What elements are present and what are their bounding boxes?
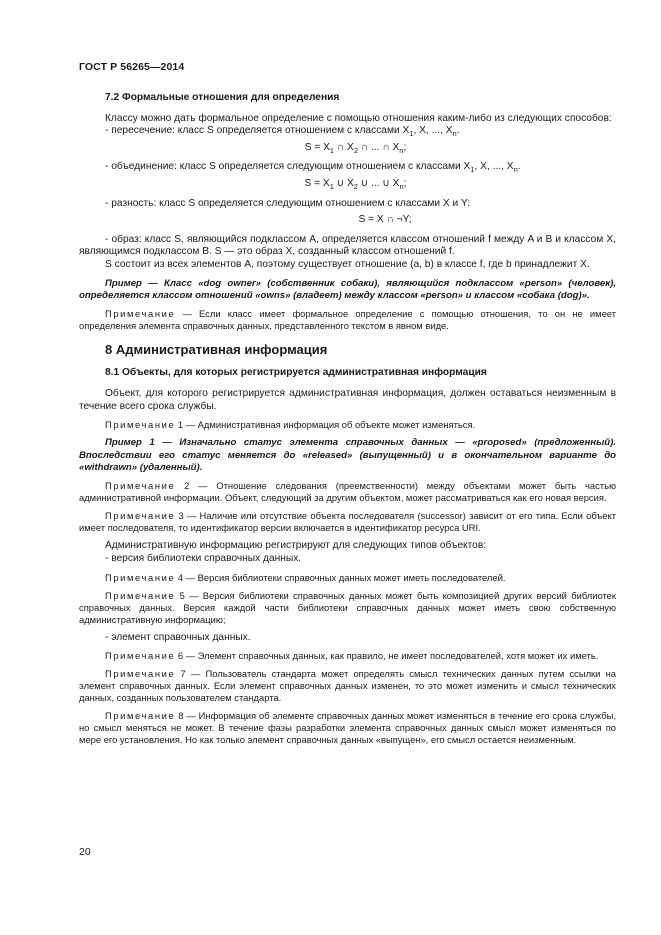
note-4: Примечание 4 — Версия библиотеки справочных данных может иметь последователей. [105, 571, 506, 583]
intersection-item: - пересечение: класс S определяется отношением с классами $X_1$, X, ..., $X_n$. [105, 125, 460, 139]
note-3: Примечание 3 — Наличие или отсутствие объекта последователя (successor) зависит от его типа. Если объект имеет последователя, то идентификатор версии включается в идентификатор ресурса URI. [79, 510, 616, 534]
note-2: Примечание 2 — Отношение следования (преемственности) между объектами может быть частью административной информации. Объект, следующий за другим объектом, может рассматриваться как его новая версия. [79, 480, 616, 504]
section-8-1-heading: 8.1 Объекты, для которых регистрируется административная информация [105, 367, 487, 379]
intersection-formula: $S = X_1$ ∩ $X_2$ ∩ ... ∩ $X_n$; [304, 141, 407, 155]
union-formula: $S = X_1$ ∪ $X_2$ ∪ ... ∪ $X_n$; [304, 177, 407, 191]
section-7-2-heading: 7.2 Формальные отношения для определения [105, 92, 340, 103]
note-7: Примечание 7 — Пользователь стандарта может определять смысл технических данных путем ссылки на элемент справочных данных. Если элемент справочных данных изменен, то это может изменить и смысл технических данных, созданных пользователем стандарта. [79, 668, 616, 704]
section-8-1-paragraph-2: Административную информацию регистрируют для следующих типов объектов: [105, 540, 487, 552]
page-number: 20 [79, 846, 91, 858]
note-6: Примечание 6 — Элемент справочных данных, как правило, не имеет последователей, хотя может их иметь. [105, 650, 599, 662]
note-5: Примечание 5 — Версия библиотеки справочных данных может быть композицией других версий библиотек справочных данных. Версия каждой части библиотеки справочных данных может иметь свою собственную административную информацию; [79, 589, 616, 625]
example-dog-owner: Пример — Класс «dog owner» (собственник собаки), являющийся подклассом «person» (человек), определяется классом отношений «owns» (владеет) между классом «person» и классом «собака (dog)». [79, 277, 616, 301]
note-formal-definition: Примечание — Если класс имеет формальное определение с помощью отношения, то он не имеет определения элемента справочных данных, представленного текстом в явном виде. [79, 308, 616, 332]
note-1: Примечание 1 — Административная информация об объекте может изменяться. [105, 419, 476, 431]
section-8-heading: 8 Административная информация [105, 342, 328, 358]
list-item-reference-data-item: - элемент справочных данных. [105, 631, 251, 643]
image-item: - образ: класс S, являющийся подклассом A, определяется классом отношений f между A и B и классом X, являющимся подклассом B. S — это образ X, созданный классом отношений f. [79, 233, 616, 258]
union-item: - объединение: класс S определяется следующим отношением с классами $X_1$, X, ..., $X_n$. [105, 161, 521, 175]
section-7-2-intro: Классу можно дать формальное определение с помощью отношения каким-либо из следующих способов: [105, 112, 612, 124]
difference-item: - разность: класс S определяется следующим отношением с классами X и Y: [105, 197, 471, 209]
document-header: ГОСТ Р 56265—2014 [79, 61, 185, 73]
section-8-1-paragraph-1: Объект, для которого регистрируется административная информация, должен оставаться неизменным в течение всего срока службы. [79, 387, 616, 412]
difference-formula: S = X ∩ ¬Y; [358, 214, 412, 226]
image-item-continued: S состоит из всех элементов A, поэтому существует отношение (a, b) в классе f, где b принадлежит X. [105, 258, 590, 270]
page-content [79, 92, 616, 746]
list-item-library-version: - версия библиотеки справочных данных. [105, 552, 302, 564]
note-8: Примечание 8 — Информация об элементе справочных данных может изменяться в течение его срока службы, но смысл меняться не может. В течение фазы разработки элемента справочных данных смысл может изменяться по мере его установления. Но как только элемент справочных данных «выпущен», его смысл остается неизменным. [79, 710, 616, 746]
example-1: Пример 1 — Изначально статус элемента справочных данных — «proposed» (предложенный). Впоследствии его статус меняется до «released» (выпущенный) и в окончательном варианте до «withdrawn» (удаленный). [79, 437, 616, 473]
